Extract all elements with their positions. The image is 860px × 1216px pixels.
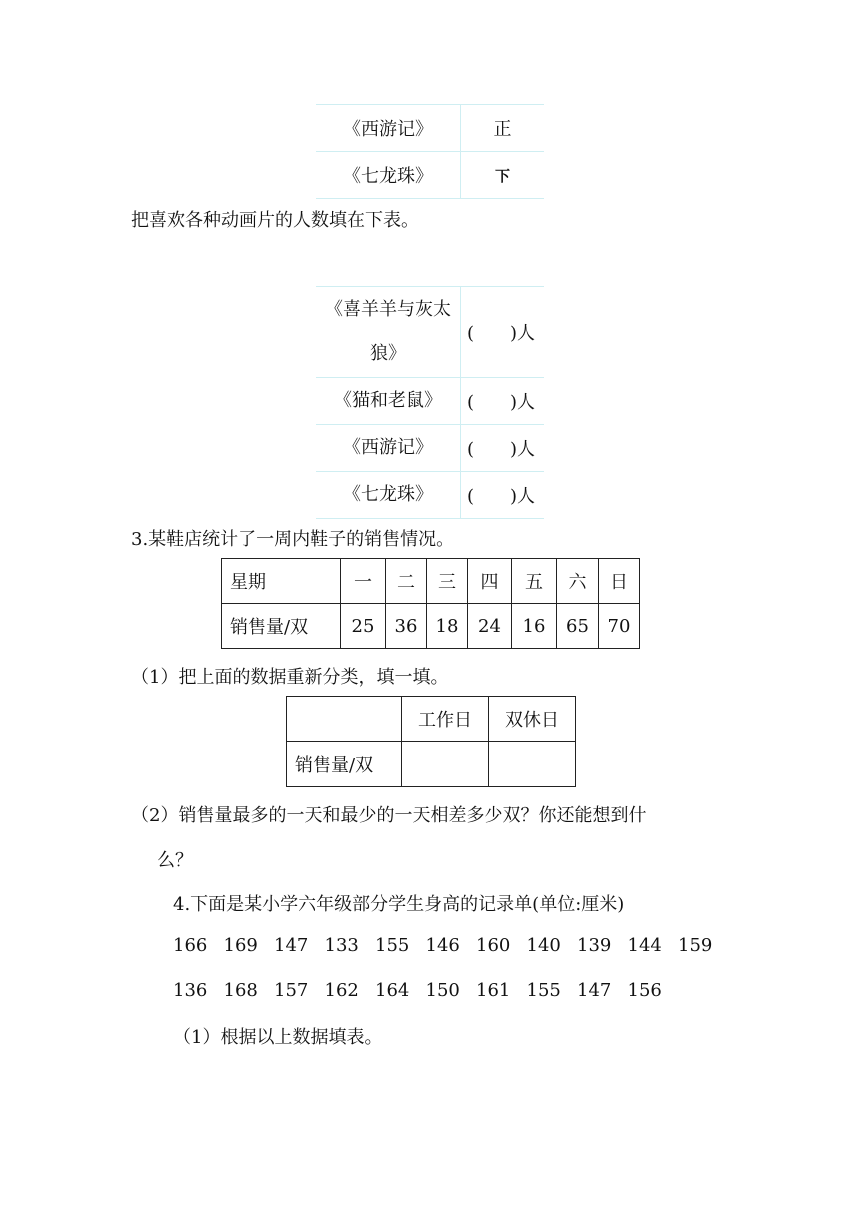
q3-sub2-line2: 么？ <box>157 850 193 871</box>
tally-mark-text: 下 <box>494 166 510 185</box>
day-cell: 四 <box>468 559 512 604</box>
q3-sub2-line1: （2）销售量最多的一天和最少的一天相差多少双？你还能想到什 <box>131 805 647 826</box>
fill-name: 《西游记》 <box>316 425 461 472</box>
sales-row-label: 销售量/双 <box>222 604 341 649</box>
q3-sub1: （1）把上面的数据重新分类，填一填。 <box>131 667 449 688</box>
day-cell: 一 <box>341 559 386 604</box>
fill-blank: ( )人 <box>461 287 545 378</box>
day-cell: 日 <box>599 559 640 604</box>
sales-value: 36 <box>386 604 427 649</box>
class-blank-cell <box>402 742 489 787</box>
height-value: 140 <box>526 935 561 956</box>
table-row <box>222 559 640 604</box>
height-value: 155 <box>375 935 410 956</box>
sales-value: 18 <box>427 604 468 649</box>
tally-table <box>316 104 544 199</box>
tally-mark: 正 <box>461 105 545 152</box>
height-value: 147 <box>274 935 309 956</box>
height-value: 162 <box>324 980 359 1001</box>
day-cell: 三 <box>427 559 468 604</box>
table-row <box>316 105 544 152</box>
class-blank-cell <box>489 742 576 787</box>
q4-title: 4.下面是某小学六年级部分学生身高的记录单(单位:厘米) <box>173 894 625 915</box>
table-row <box>316 152 544 199</box>
table-row <box>287 697 576 742</box>
table-row <box>316 287 544 378</box>
height-value: 147 <box>577 980 612 1001</box>
height-value: 139 <box>577 935 612 956</box>
sales-value: 24 <box>468 604 512 649</box>
height-value: 144 <box>627 935 662 956</box>
height-value: 159 <box>678 935 713 956</box>
tally-name: 《西游记》 <box>316 105 461 152</box>
day-cell: 二 <box>386 559 427 604</box>
height-value: 166 <box>173 935 208 956</box>
heights-row-1 <box>173 935 729 956</box>
height-value: 155 <box>526 980 561 1001</box>
tally-name: 《七龙珠》 <box>316 152 461 199</box>
class-row-label: 销售量/双 <box>287 742 402 787</box>
fill-instruction: 把喜欢各种动画片的人数填在下表。 <box>131 210 419 231</box>
sales-value: 16 <box>512 604 557 649</box>
fill-name: 《猫和老鼠》 <box>316 378 461 425</box>
height-value: 156 <box>627 980 662 1001</box>
tally-mark <box>461 152 545 199</box>
table-row <box>316 378 544 425</box>
table-row <box>316 425 544 472</box>
table-row <box>287 742 576 787</box>
sales-table <box>221 558 640 649</box>
height-value: 164 <box>375 980 410 1001</box>
sales-header-label: 星期 <box>222 559 341 604</box>
height-value: 160 <box>476 935 511 956</box>
height-value: 133 <box>324 935 359 956</box>
sales-value: 70 <box>599 604 640 649</box>
fill-blank: ( )人 <box>461 472 545 519</box>
table-row <box>316 472 544 519</box>
sales-value: 25 <box>341 604 386 649</box>
height-value: 146 <box>425 935 460 956</box>
heights-row-2 <box>173 980 678 1001</box>
day-cell: 五 <box>512 559 557 604</box>
fill-name-line2: 狼》 <box>370 343 406 364</box>
height-value: 168 <box>223 980 258 1001</box>
day-cell: 六 <box>557 559 599 604</box>
class-col-workday: 工作日 <box>402 697 489 742</box>
q3-title: 3.某鞋店统计了一周内鞋子的销售情况。 <box>131 529 455 550</box>
height-value: 169 <box>223 935 258 956</box>
fill-blank: ( )人 <box>461 425 545 472</box>
fill-name <box>316 287 461 378</box>
classification-table <box>286 696 576 787</box>
q4-sub1: （1）根据以上数据填表。 <box>173 1027 383 1048</box>
fill-blank: ( )人 <box>461 378 545 425</box>
fill-name: 《七龙珠》 <box>316 472 461 519</box>
fill-table <box>316 286 544 519</box>
height-value: 161 <box>476 980 511 1001</box>
class-corner-cell <box>287 697 402 742</box>
height-value: 150 <box>425 980 460 1001</box>
sales-value: 65 <box>557 604 599 649</box>
class-col-weekend: 双休日 <box>489 697 576 742</box>
table-row <box>222 604 640 649</box>
fill-name-line1: 《喜羊羊与灰太 <box>325 299 451 320</box>
height-value: 136 <box>173 980 208 1001</box>
height-value: 157 <box>274 980 309 1001</box>
